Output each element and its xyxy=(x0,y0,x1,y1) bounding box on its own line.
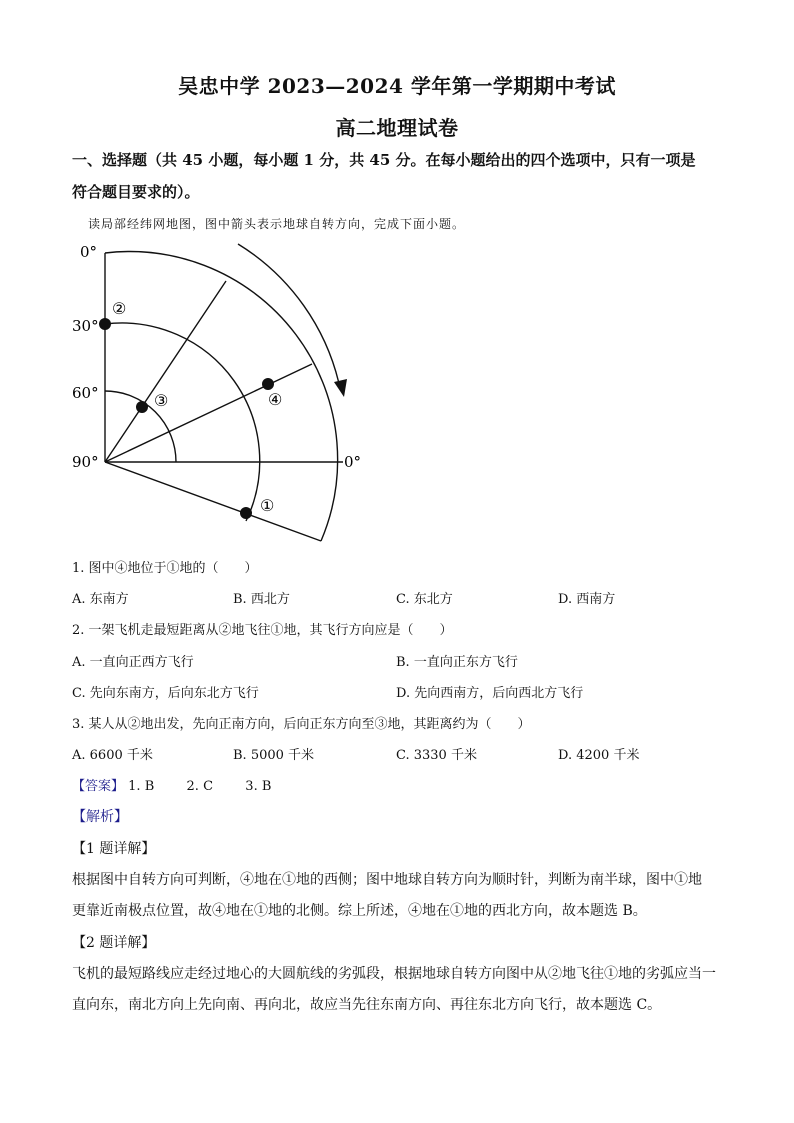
question-3-option-d: D. 4200 千米 xyxy=(558,748,640,763)
lat-label-30: 30° xyxy=(72,317,99,335)
answer-item-2: 2. C xyxy=(186,779,214,794)
detail-2-title: 【2 题详解】 xyxy=(72,935,156,951)
lat-label-0: 0° xyxy=(80,243,98,261)
point-3-label: ③ xyxy=(154,391,169,410)
question-2-option-a: A. 一直向正西方飞行 xyxy=(72,655,194,670)
page-title: 吴忠中学 2023—2024 学年第一学期期中考试 xyxy=(178,74,616,98)
radial-line-mid xyxy=(105,364,312,462)
detail-1-title: 【1 题详解】 xyxy=(72,841,156,857)
lat-label-60: 60° xyxy=(72,384,99,402)
question-3-option-c: C. 3330 千米 xyxy=(396,748,477,763)
question-3-option-b: B. 5000 千米 xyxy=(233,748,315,763)
point-2-label: ② xyxy=(112,299,127,318)
question-1-option-a: A. 东南方 xyxy=(72,592,129,607)
point-3-dot xyxy=(136,401,148,413)
question-2-stem: 2. 一架飞机走最短距离从②地飞往①地，其飞行方向应是（ ） xyxy=(72,623,453,638)
question-2-option-b: B. 一直向正东方飞行 xyxy=(396,655,518,670)
question-2-option-c: C. 先向东南方，后向东北方飞行 xyxy=(72,686,259,701)
lon-label-0: 0° xyxy=(344,453,362,471)
radial-line-bottom xyxy=(105,462,321,541)
question-1-option-c: C. 东北方 xyxy=(396,592,453,607)
answer-label: 【答案】 xyxy=(72,779,125,794)
detail-1-line1: 根据图中自转方向可判断，④地在①地的西侧；图中地球自转方向为顺时针，判断为南半球，图中①地 xyxy=(72,872,702,888)
lat-long-figure xyxy=(60,236,380,552)
question-3-option-a: A. 6600 千米 xyxy=(72,748,153,763)
answer-row xyxy=(72,775,271,794)
equator-arc xyxy=(105,252,338,541)
question-1-stem: 1. 图中④地位于①地的（ ） xyxy=(72,561,258,576)
point-4-dot xyxy=(262,378,274,390)
rotation-arrowhead-icon xyxy=(334,379,347,397)
answer-item-3: 3. B xyxy=(245,779,272,794)
point-4-label: ④ xyxy=(268,390,283,409)
question-1-option-d: D. 西南方 xyxy=(558,592,616,607)
lat-label-90: 90° xyxy=(72,453,99,471)
point-2-dot xyxy=(99,318,111,330)
question-1-option-b: B. 西北方 xyxy=(233,592,290,607)
answer-item-1: 1. B xyxy=(128,779,155,794)
section-heading-line2: 符合题目要求的）。 xyxy=(72,183,200,201)
rotation-arrow-curve xyxy=(238,244,340,388)
lat30-arc xyxy=(105,323,260,521)
question-2-option-d: D. 先向西南方，后向西北方飞行 xyxy=(396,686,584,701)
point-1-label: ① xyxy=(260,496,275,515)
question-3-stem: 3. 某人从②地出发，先向正南方向，后向正东方向至③地，其距离约为（ ） xyxy=(72,717,531,732)
analysis-label: 【解析】 xyxy=(72,809,128,825)
detail-2-line2: 直向东，南北方向上先向南、再向北，故应当先往东南方向、再往东北方向飞行，故本题选 C。 xyxy=(72,997,662,1013)
point-1-dot xyxy=(240,507,252,519)
page-subtitle: 高二地理试卷 xyxy=(335,116,459,140)
question-intro: 读局部经纬网地图，图中箭头表示地球自转方向，完成下面小题。 xyxy=(88,217,466,231)
detail-2-line1: 飞机的最短路线应走经过地心的大圆航线的劣弧段，根据地球自转方向图中从②地飞往①地的劣弧应当一 xyxy=(72,966,716,982)
section-heading-line1: 一、选择题（共 45 小题，每小题 1 分，共 45 分。在每小题给出的四个选项中，只有一项是 xyxy=(72,151,696,169)
detail-1-line2: 更靠近南极点位置，故④地在①地的北侧。综上所述，④地在①地的西北方向，故本题选 B。 xyxy=(72,903,647,919)
